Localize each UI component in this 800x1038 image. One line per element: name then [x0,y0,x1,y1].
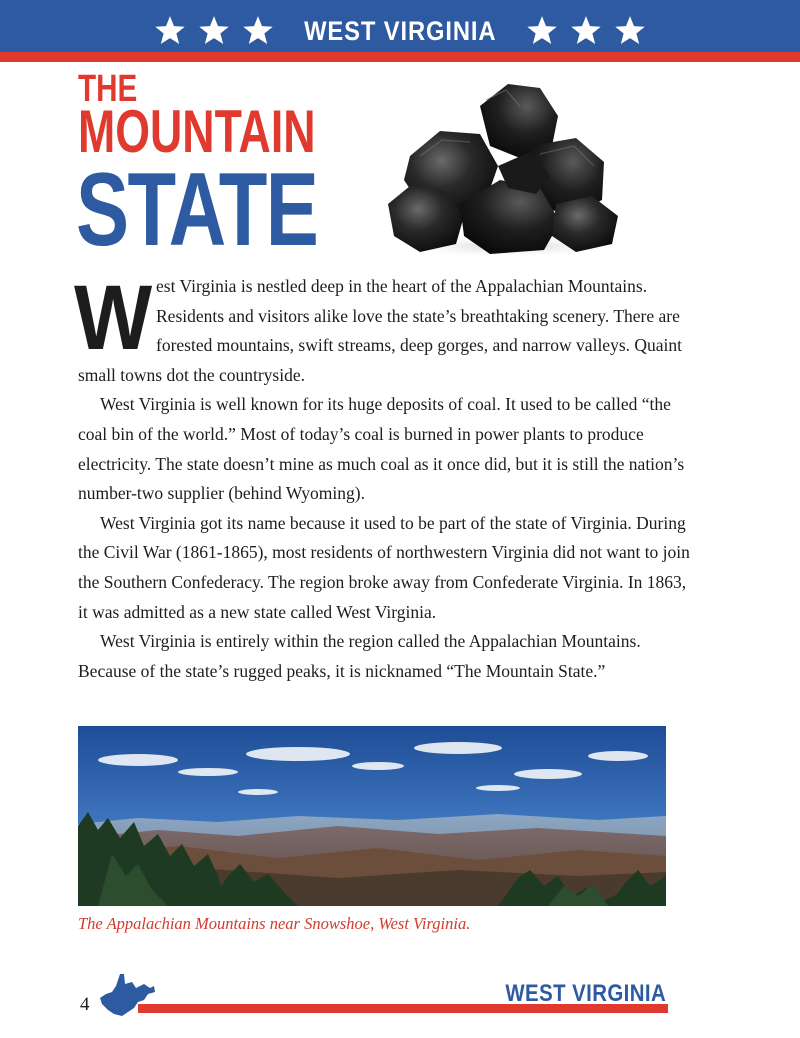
drop-cap: W [74,267,153,369]
page-number: 4 [80,994,90,1015]
star-icon [569,14,603,48]
header-content [0,0,800,62]
title-mountain: MOUNTAIN [78,98,316,165]
star-icon [153,14,187,48]
coal-lumps-image [380,76,630,258]
star-icon [241,14,275,48]
star-icon [197,14,231,48]
right-stars [525,14,647,48]
appalachian-mountains-photo [78,726,666,906]
paragraph-1 [74,267,690,390]
paragraph-2: West Virginia is well known for its huge deposits of coal. It used to be called “the coal bin of the world.” Most of today’s coal is burned in power plants to produce electricity. The state doesn’t mine as much coal as it once did, but it is still the nation’s number-two supplier (behind Wyoming). [78,394,685,504]
article-body [74,267,690,686]
footer-title: WEST VIRGINIA [505,980,666,1007]
banner-title: WEST VIRGINIA [303,15,497,46]
paragraph-1-text: est Virginia is nestled deep in the heart of the Appalachian Mountains. Residents and visitors alike love the state’s breathtaking scenery. There are forested mountains, swift streams, deep gorges, and narrow valleys. Quaint small towns dot the countryside. [78,276,683,385]
left-stars [153,14,275,48]
star-icon [613,14,647,48]
paragraph-3: West Virginia got its name because it used to be part of the state of Virginia. During the Civil War (1861-1865), most residents of northwestern Virginia did not want to join the Southern Confederacy. The region broke away from Confederate Virginia. In 1863, it was admitted as a new state called West Virginia. [78,512,690,622]
paragraph-4: West Virginia is entirely within the region called the Appalachian Mountains. Because of the state’s rugged peaks, it is nicknamed “The Mountain State.” [78,631,641,681]
photo-caption: The Appalachian Mountains near Snowshoe, West Virginia. [78,914,471,933]
title-state: STATE [76,152,318,268]
star-icon [525,14,559,48]
title-the: THE [78,68,138,110]
